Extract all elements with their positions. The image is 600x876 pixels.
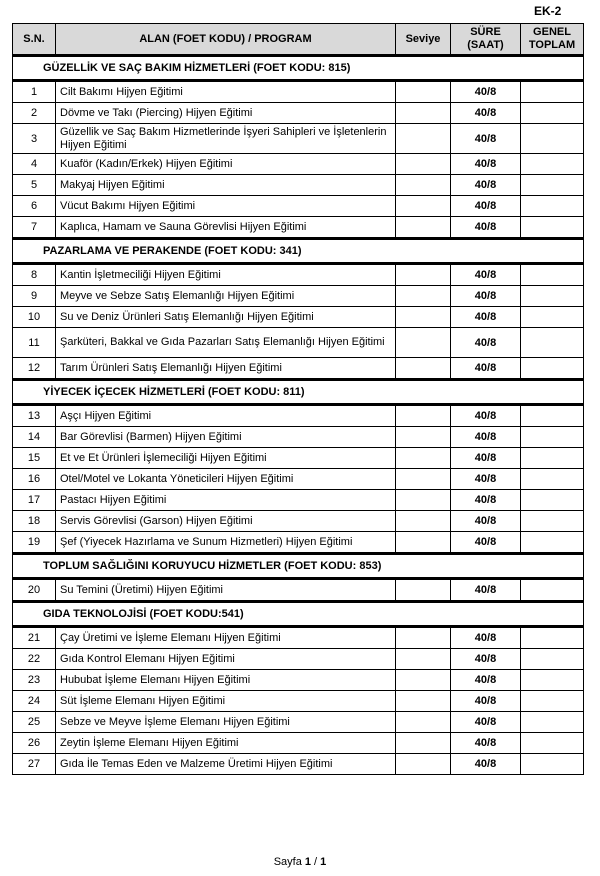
section-header-row (13, 239, 584, 264)
row-seviye (396, 124, 451, 154)
row-sn: 6 (13, 196, 56, 217)
row-sn: 12 (13, 358, 56, 380)
row-sure: 40/8 (451, 124, 521, 154)
table-row (13, 154, 584, 175)
section-header-row (13, 56, 584, 81)
row-program: Zeytin İşleme Elemanı Hijyen Eğitimi (56, 733, 396, 754)
section-title: YİYECEK İÇECEK HİZMETLERİ (FOET KODU: 811) (13, 380, 584, 405)
row-sure: 40/8 (451, 649, 521, 670)
table-row (13, 427, 584, 448)
row-sure: 40/8 (451, 154, 521, 175)
row-sure: 40/8 (451, 490, 521, 511)
row-sn: 19 (13, 532, 56, 554)
row-seviye (396, 286, 451, 307)
header-sure-line2: (SAAT) (467, 39, 504, 51)
row-genel-toplam (521, 511, 584, 532)
row-program: Kaplıca, Hamam ve Sauna Görevlisi Hijyen Eğitimi (56, 217, 396, 239)
row-seviye (396, 81, 451, 103)
row-seviye (396, 691, 451, 712)
row-sn: 17 (13, 490, 56, 511)
row-seviye (396, 490, 451, 511)
row-seviye (396, 175, 451, 196)
row-genel-toplam (521, 196, 584, 217)
row-sure: 40/8 (451, 448, 521, 469)
table-row (13, 358, 584, 380)
row-seviye (396, 154, 451, 175)
row-sn: 22 (13, 649, 56, 670)
row-sure: 40/8 (451, 405, 521, 427)
row-sure: 40/8 (451, 286, 521, 307)
table-row (13, 754, 584, 775)
row-program: Kantin İşletmeciliği Hijyen Eğitimi (56, 264, 396, 286)
table-row (13, 579, 584, 602)
row-genel-toplam (521, 175, 584, 196)
table-row (13, 532, 584, 554)
row-sure: 40/8 (451, 532, 521, 554)
section-header-row (13, 380, 584, 405)
table-row (13, 124, 584, 154)
row-genel-toplam (521, 448, 584, 469)
row-genel-toplam (521, 328, 584, 358)
row-program: Cilt Bakımı Hijyen Eğitimi (56, 81, 396, 103)
page-footer (0, 856, 600, 868)
row-sn: 16 (13, 469, 56, 490)
row-sure: 40/8 (451, 511, 521, 532)
row-seviye (396, 103, 451, 124)
row-sn: 9 (13, 286, 56, 307)
row-program: Şef (Yiyecek Hazırlama ve Sunum Hizmetleri) Hijyen Eğitimi (56, 532, 396, 554)
row-sure: 40/8 (451, 712, 521, 733)
table-row (13, 307, 584, 328)
row-program: Servis Görevlisi (Garson) Hijyen Eğitimi (56, 511, 396, 532)
row-sure: 40/8 (451, 196, 521, 217)
table-header-row (13, 24, 584, 56)
row-sn: 2 (13, 103, 56, 124)
row-genel-toplam (521, 124, 584, 154)
row-seviye (396, 579, 451, 602)
row-genel-toplam (521, 217, 584, 239)
section-title: PAZARLAMA VE PERAKENDE (FOET KODU: 341) (13, 239, 584, 264)
row-sure: 40/8 (451, 103, 521, 124)
row-sure: 40/8 (451, 81, 521, 103)
row-program: Bar Görevlisi (Barmen) Hijyen Eğitimi (56, 427, 396, 448)
row-sn: 20 (13, 579, 56, 602)
row-sn: 15 (13, 448, 56, 469)
header-seviye: Seviye (396, 24, 451, 56)
row-sure: 40/8 (451, 427, 521, 448)
row-sn: 5 (13, 175, 56, 196)
row-genel-toplam (521, 358, 584, 380)
header-genel-toplam (521, 24, 584, 56)
row-genel-toplam (521, 691, 584, 712)
row-seviye (396, 328, 451, 358)
row-seviye (396, 427, 451, 448)
row-program: Tarım Ürünleri Satış Elemanlığı Hijyen Eğitimi (56, 358, 396, 380)
row-program: Süt İşleme Elemanı Hijyen Eğitimi (56, 691, 396, 712)
row-sure: 40/8 (451, 217, 521, 239)
row-sure: 40/8 (451, 175, 521, 196)
row-sure: 40/8 (451, 469, 521, 490)
header-program: ALAN (FOET KODU) / PROGRAM (56, 24, 396, 56)
row-genel-toplam (521, 670, 584, 691)
row-genel-toplam (521, 81, 584, 103)
table-row (13, 328, 584, 358)
row-sure: 40/8 (451, 691, 521, 712)
ek-label: EK-2 (534, 4, 562, 18)
table-row (13, 448, 584, 469)
row-sure: 40/8 (451, 307, 521, 328)
row-program: Su Temini (Üretimi) Hijyen Eğitimi (56, 579, 396, 602)
row-program: Otel/Motel ve Lokanta Yöneticileri Hijyen Eğitimi (56, 469, 396, 490)
row-genel-toplam (521, 103, 584, 124)
row-genel-toplam (521, 286, 584, 307)
row-sn: 11 (13, 328, 56, 358)
row-seviye (396, 196, 451, 217)
row-sn: 13 (13, 405, 56, 427)
table-row (13, 511, 584, 532)
row-sn: 7 (13, 217, 56, 239)
row-sn: 8 (13, 264, 56, 286)
row-sure: 40/8 (451, 733, 521, 754)
table-row (13, 217, 584, 239)
row-sure: 40/8 (451, 754, 521, 775)
table-row (13, 691, 584, 712)
table-row (13, 469, 584, 490)
header-sn: S.N. (13, 24, 56, 56)
table-row (13, 733, 584, 754)
row-program: Dövme ve Takı (Piercing) Hijyen Eğitimi (56, 103, 396, 124)
row-seviye (396, 670, 451, 691)
row-sn: 25 (13, 712, 56, 733)
row-genel-toplam (521, 307, 584, 328)
row-seviye (396, 754, 451, 775)
row-sn: 27 (13, 754, 56, 775)
row-seviye (396, 264, 451, 286)
row-program: Sebze ve Meyve İşleme Elemanı Hijyen Eğitimi (56, 712, 396, 733)
row-seviye (396, 649, 451, 670)
row-seviye (396, 217, 451, 239)
row-sure: 40/8 (451, 627, 521, 649)
row-genel-toplam (521, 154, 584, 175)
row-seviye (396, 448, 451, 469)
header-sure-line1: SÜRE (470, 26, 501, 38)
table-row (13, 627, 584, 649)
row-program: Aşçı Hijyen Eğitimi (56, 405, 396, 427)
row-genel-toplam (521, 405, 584, 427)
row-program: Pastacı Hijyen Eğitimi (56, 490, 396, 511)
section-title: TOPLUM SAĞLIĞINI KORUYUCU HİZMETLER (FOET KODU: 853) (13, 554, 584, 579)
row-sn: 14 (13, 427, 56, 448)
table-row (13, 286, 584, 307)
row-program: Gıda Kontrol Elemanı Hijyen Eğitimi (56, 649, 396, 670)
row-seviye (396, 627, 451, 649)
row-seviye (396, 307, 451, 328)
row-program: Vücut Bakımı Hijyen Eğitimi (56, 196, 396, 217)
footer-separator: / (311, 856, 321, 868)
row-program: Kuaför (Kadın/Erkek) Hijyen Eğitimi (56, 154, 396, 175)
header-genel-line2: TOPLAM (528, 39, 576, 51)
footer-page-total: 1 (320, 856, 327, 868)
row-seviye (396, 733, 451, 754)
table-body (13, 56, 584, 775)
row-program: Hububat İşleme Elemanı Hijyen Eğitimi (56, 670, 396, 691)
program-table (12, 23, 584, 775)
table-row (13, 81, 584, 103)
table-row (13, 712, 584, 733)
row-program: Şarküteri, Bakkal ve Gıda Pazarları Satış Elemanlığı Hijyen Eğitimi (56, 328, 396, 358)
row-genel-toplam (521, 427, 584, 448)
row-genel-toplam (521, 649, 584, 670)
row-sn: 21 (13, 627, 56, 649)
row-program: Gıda İle Temas Eden ve Malzeme Üretimi Hijyen Eğitimi (56, 754, 396, 775)
row-genel-toplam (521, 579, 584, 602)
table-row (13, 196, 584, 217)
header-sure (451, 24, 521, 56)
row-sn: 24 (13, 691, 56, 712)
row-sn: 23 (13, 670, 56, 691)
row-program: Güzellik ve Saç Bakım Hizmetlerinde İşyeri Sahipleri ve İşletenlerin Hijyen Eğitimi (56, 124, 396, 154)
section-header-row (13, 602, 584, 627)
row-seviye (396, 469, 451, 490)
row-seviye (396, 712, 451, 733)
row-sn: 4 (13, 154, 56, 175)
row-sure: 40/8 (451, 328, 521, 358)
row-sure: 40/8 (451, 670, 521, 691)
row-seviye (396, 405, 451, 427)
table-row (13, 670, 584, 691)
header-genel-line1: GENEL (533, 26, 571, 38)
row-sn: 3 (13, 124, 56, 154)
row-program: Su ve Deniz Ürünleri Satış Elemanlığı Hijyen Eğitimi (56, 307, 396, 328)
row-program: Meyve ve Sebze Satış Elemanlığı Hijyen Eğitimi (56, 286, 396, 307)
row-sure: 40/8 (451, 358, 521, 380)
row-sure: 40/8 (451, 264, 521, 286)
row-genel-toplam (521, 712, 584, 733)
row-genel-toplam (521, 627, 584, 649)
row-genel-toplam (521, 469, 584, 490)
footer-prefix: Sayfa (273, 856, 305, 868)
footer-page-number: 1 (304, 856, 311, 868)
row-program: Çay Üretimi ve İşleme Elemanı Hijyen Eğitimi (56, 627, 396, 649)
row-sn: 10 (13, 307, 56, 328)
row-program: Makyaj Hijyen Eğitimi (56, 175, 396, 196)
row-genel-toplam (521, 532, 584, 554)
row-sn: 18 (13, 511, 56, 532)
row-program: Et ve Et Ürünleri İşlemeciliği Hijyen Eğitimi (56, 448, 396, 469)
table-row (13, 264, 584, 286)
row-genel-toplam (521, 733, 584, 754)
table-row (13, 175, 584, 196)
table-row (13, 103, 584, 124)
table-row (13, 490, 584, 511)
row-sure: 40/8 (451, 579, 521, 602)
row-sn: 26 (13, 733, 56, 754)
row-sn: 1 (13, 81, 56, 103)
row-seviye (396, 358, 451, 380)
table-row (13, 405, 584, 427)
row-seviye (396, 532, 451, 554)
row-genel-toplam (521, 754, 584, 775)
row-genel-toplam (521, 490, 584, 511)
section-title: GÜZELLİK VE SAÇ BAKIM HİZMETLERİ (FOET KODU: 815) (13, 56, 584, 81)
section-header-row (13, 554, 584, 579)
table-row (13, 649, 584, 670)
section-title: GIDA TEKNOLOJİSİ (FOET KODU:541) (13, 602, 584, 627)
row-seviye (396, 511, 451, 532)
row-genel-toplam (521, 264, 584, 286)
